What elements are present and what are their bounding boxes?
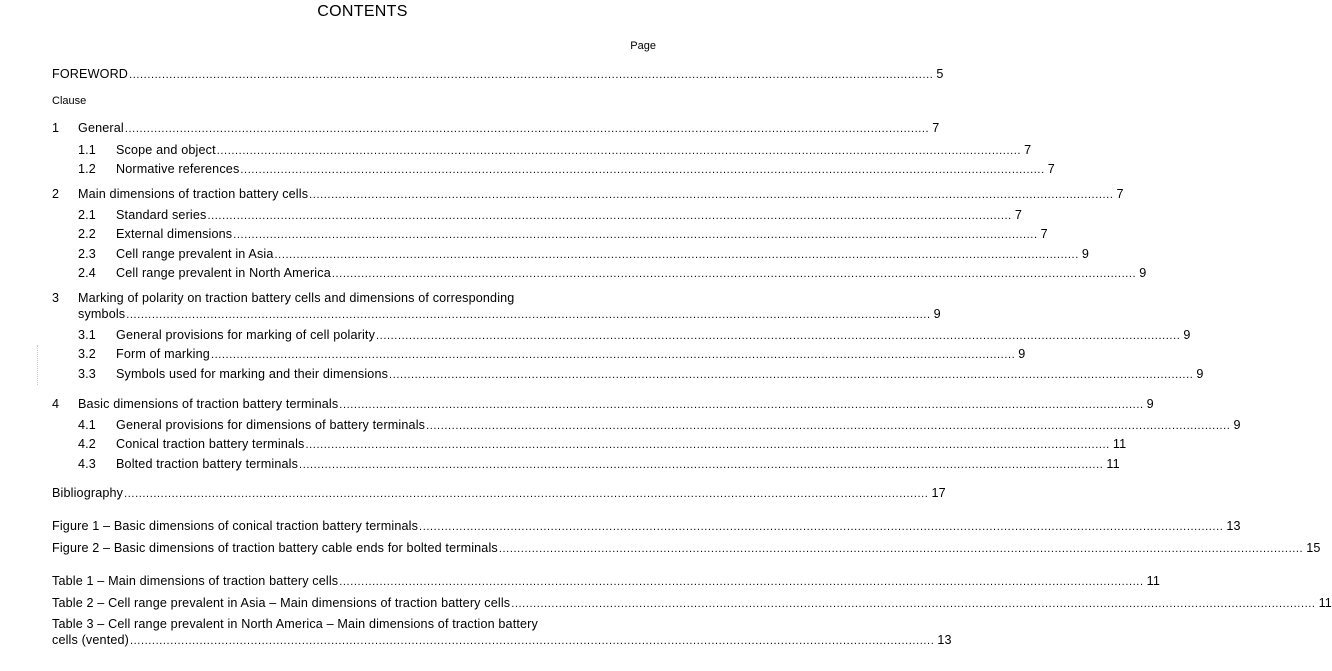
leader-dots: ............................................................................................................................................................................................................................ [309,189,1114,201]
toc-entry-clause-3-title[interactable]: Marking of polarity on traction battery cells and dimensions of corresponding [78,291,515,305]
entry-page: 9 [1183,328,1191,342]
entry-title: FOREWORD [52,67,129,81]
toc-entry-clause-2-4[interactable] [0,265,1147,281]
clause-number: 2.2 [78,227,96,241]
leader-dots: ............................................................................................................................................................................................................................ [419,521,1224,533]
leader-dots: ............................................................................................................................................................................................................................ [376,330,1181,342]
toc-entry-table-3[interactable] [0,632,952,648]
entry-page: 7 [1040,227,1048,241]
toc-entry-clause-1[interactable] [0,120,940,136]
entry-title: Cell range prevalent in North America [116,266,331,280]
toc-entry-clause-1-2[interactable] [0,161,1055,177]
entry-page: 7 [1024,143,1032,157]
toc-entry-figure-1[interactable] [0,518,1241,534]
entry-page: 15 [1306,541,1321,555]
clause-number: 4.1 [78,418,96,432]
entry-page: 7 [1116,187,1124,201]
entry-title: Conical traction battery terminals [116,437,305,451]
clause-number: 2.4 [78,266,96,280]
entry-title: Figure 2 – Basic dimensions of traction battery cable ends for bolted terminals [52,541,498,555]
leader-dots: ............................................................................................................................................................................................................................ [207,210,1012,222]
entry-title: Symbols used for marking and their dimensions [116,367,389,381]
entry-title: Standard series [116,208,207,222]
entry-page: 17 [931,486,946,500]
entry-title: Form of marking [116,347,210,361]
leader-dots: ............................................................................................................................................................................................................................ [129,69,934,81]
entry-page: 9 [1146,397,1154,411]
leader-dots: ............................................................................................................................................................................................................................ [498,543,1304,555]
clause-number: 3.3 [78,367,96,381]
entry-page: 11 [1318,596,1332,610]
entry-page: 9 [1233,418,1241,432]
toc-entry-table-2[interactable] [0,595,1332,611]
leader-dots: ............................................................................................................................................................................................................................ [210,349,1016,361]
leader-dots: ............................................................................................................................................................................................................................ [126,309,931,321]
entry-page: 9 [1018,347,1026,361]
toc-entry-clause-1-1[interactable] [0,142,1032,158]
entry-title: Bolted traction battery terminals [116,457,299,471]
leader-dots: ............................................................................................................................................................................................................................ [240,164,1045,176]
toc-entry-clause-4-2[interactable] [0,436,1127,452]
leader-dots: ............................................................................................................................................................................................................................ [331,268,1137,280]
entry-page: 9 [933,307,941,321]
entry-page: 13 [1226,519,1241,533]
page-column-label: Page [630,40,656,52]
leader-dots: ............................................................................................................................................................................................................................ [339,399,1144,411]
clause-number: 2.3 [78,247,96,261]
entry-title: Scope and object [116,143,216,157]
toc-entry-clause-2-2[interactable] [0,226,1048,242]
leader-dots: ............................................................................................................................................................................................................................ [130,635,935,647]
toc-entry-clause-3-2[interactable] [0,346,1026,362]
toc-entry-clause-4-3[interactable] [0,456,1120,472]
entry-title: Main dimensions of traction battery cells [78,187,309,201]
clause-number: 4.2 [78,437,96,451]
clause-number: 2 [52,187,60,201]
page-title: CONTENTS [317,3,408,20]
entry-page: 9 [1081,247,1090,261]
leader-dots: ............................................................................................................................................................................................................................ [124,123,930,135]
leader-dots: ............................................................................................................................................................................................................................ [124,488,929,500]
toc-entry-clause-3-3[interactable] [0,366,1204,382]
clause-label: Clause [52,95,87,107]
entry-title: General [78,121,124,135]
toc-entry-foreword[interactable] [0,66,944,82]
leader-dots: ............................................................................................................................................................................................................................ [426,420,1231,432]
clause-number: 3.2 [78,347,96,361]
entry-page: 9 [1139,266,1147,280]
toc-entry-clause-3[interactable] [0,306,941,322]
toc-entry-clause-2[interactable] [0,186,1124,202]
clause-number: 1.1 [78,143,96,157]
entry-page: 11 [1146,574,1160,588]
entry-title-continued: cells (vented) [52,633,129,647]
clause-number: 3.1 [78,328,96,342]
entry-title: Cell range prevalent in Asia [116,247,274,261]
toc-entry-clause-4[interactable] [0,396,1154,412]
toc-entry-table-1[interactable] [0,573,1160,589]
entry-title: Figure 1 – Basic dimensions of conical traction battery terminals [52,519,419,533]
leader-dots: ............................................................................................................................................................................................................................ [274,249,1079,261]
entry-page: 7 [932,121,940,135]
entry-page: 9 [1196,367,1204,381]
entry-title: Basic dimensions of traction battery terminals [78,397,339,411]
leader-dots: ............................................................................................................................................................................................................................ [511,598,1316,610]
scan-margin-mark [37,345,40,385]
entry-page: 11 [1112,437,1127,451]
clause-number: 1 [52,121,60,135]
entry-title: External dimensions [116,227,233,241]
entry-page: 7 [1047,162,1055,176]
entry-page: 11 [1106,457,1120,471]
leader-dots: ............................................................................................................................................................................................................................ [299,459,1104,471]
toc-entry-bibliography[interactable] [0,485,946,501]
entry-title: Normative references [116,162,240,176]
toc-entry-clause-4-1[interactable] [0,417,1241,433]
clause-number: 2.1 [78,208,96,222]
toc-entry-table-3-title[interactable]: Table 3 – Cell range prevalent in North America – Main dimensions of traction battery [52,617,538,631]
clause-number: 3 [52,291,60,305]
clause-number: 4.3 [78,457,96,471]
entry-title: General provisions for dimensions of battery terminals [116,418,426,432]
entry-title-continued: symbols [78,307,126,321]
toc-entry-figure-2[interactable] [0,540,1321,556]
leader-dots: ............................................................................................................................................................................................................................ [389,369,1194,381]
entry-title: General provisions for marking of cell polarity [116,328,376,342]
toc-entry-clause-3-1[interactable] [0,327,1191,343]
entry-title: Table 2 – Cell range prevalent in Asia – Main dimensions of traction battery cells [52,596,511,610]
toc-entry-clause-2-1[interactable] [0,207,1022,223]
clause-number: 4 [52,397,60,411]
leader-dots: ............................................................................................................................................................................................................................ [339,576,1144,588]
leader-dots: ............................................................................................................................................................................................................................ [216,145,1022,157]
clause-number: 1.2 [78,162,96,176]
leader-dots: ............................................................................................................................................................................................................................ [305,439,1110,451]
entry-page: 13 [937,633,952,647]
entry-page: 7 [1014,208,1022,222]
toc-entry-clause-2-3[interactable] [0,246,1090,262]
entry-page: 5 [936,67,944,81]
leader-dots: ............................................................................................................................................................................................................................ [233,229,1038,241]
entry-title: Table 1 – Main dimensions of traction battery cells [52,574,339,588]
entry-title: Bibliography [52,486,124,500]
